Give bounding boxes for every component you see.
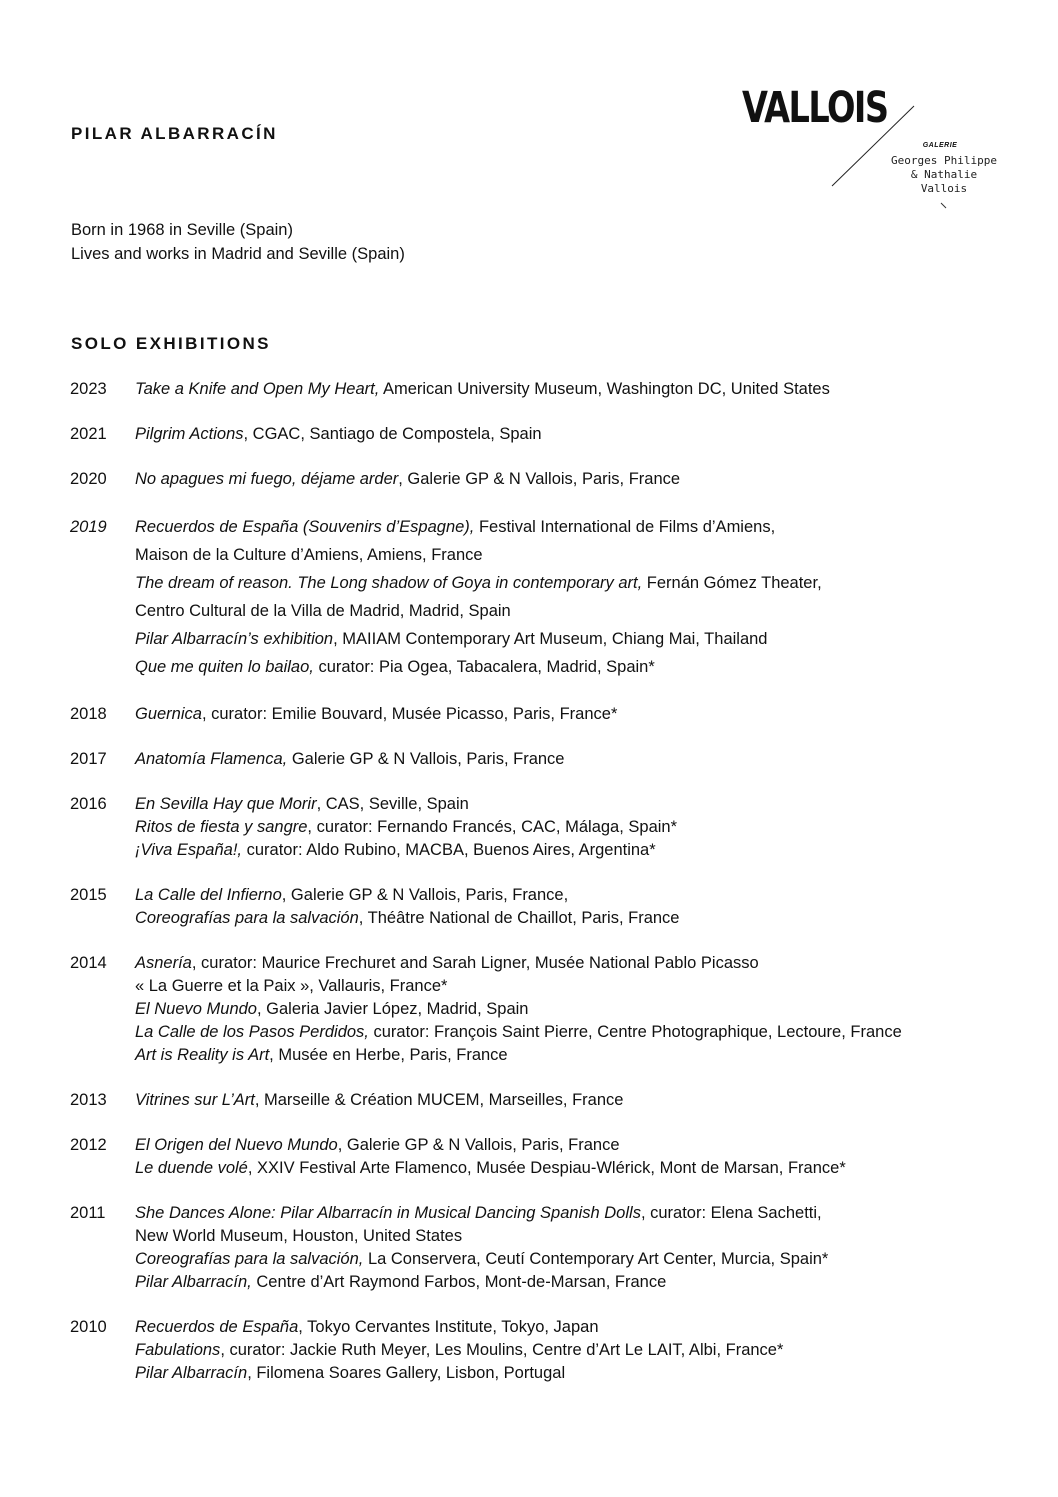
exhibition-year: 2010 <box>70 1318 107 1336</box>
exhibition-entry <box>135 907 1030 930</box>
exhibition-entries <box>135 793 1030 862</box>
exhibition-details: , curator: Maurice Frechuret and Sarah Ligner, Musée National Pablo Picasso <box>191 954 759 972</box>
year-group <box>70 1089 1030 1112</box>
exhibition-entries <box>135 423 1030 446</box>
year-group <box>70 468 1030 491</box>
exhibition-details: , Galerie GP & N Vallois, Paris, France, <box>281 886 569 904</box>
exhibition-entries <box>135 952 1030 1067</box>
exhibition-details: , Musée en Herbe, Paris, France <box>269 1046 508 1064</box>
exhibition-title: Take a Knife and Open My Heart, <box>135 380 380 398</box>
exhibition-details-continued: « La Guerre et la Paix », Vallauris, France* <box>135 977 448 995</box>
section-title-solo-exhibitions: SOLO EXHIBITIONS <box>71 334 271 353</box>
exhibition-entries <box>135 513 1030 681</box>
year-group <box>70 513 1030 681</box>
exhibition-year: 2023 <box>70 380 107 398</box>
exhibition-title: El Nuevo Mundo <box>135 1000 257 1018</box>
exhibition-entries <box>135 703 1030 726</box>
exhibition-year: 2018 <box>70 705 107 723</box>
exhibition-details: , MAIIAM Contemporary Art Museum, Chiang Mai, Thailand <box>333 630 768 648</box>
exhibition-year: 2020 <box>70 470 107 488</box>
exhibition-title: Recuerdos de España <box>135 1318 299 1336</box>
exhibition-title: La Calle de los Pasos Perdidos, <box>135 1023 369 1041</box>
exhibition-title: Fabulations <box>135 1341 221 1359</box>
exhibition-entry <box>135 468 1030 491</box>
gallery-logo <box>742 84 1022 224</box>
bio-born: Born in 1968 in Seville (Spain) <box>71 221 293 239</box>
artist-bio <box>71 218 405 266</box>
exhibition-details: , Galerie GP & N Vallois, Paris, France <box>337 1136 620 1154</box>
exhibition-entry <box>135 1339 1030 1362</box>
exhibition-entry <box>135 1316 1030 1339</box>
exhibition-entry <box>135 1271 1030 1294</box>
exhibition-title: Vitrines sur L’Art <box>135 1091 255 1109</box>
exhibition-entry <box>135 569 1030 597</box>
year-group <box>70 884 1030 930</box>
exhibition-entry <box>135 1089 1030 1112</box>
exhibition-details: , curator: Jackie Ruth Meyer, Les Moulins, Centre d’Art Le LAIT, Albi, France* <box>220 1341 784 1359</box>
exhibition-details: , curator: Elena Sachetti, <box>640 1204 822 1222</box>
exhibition-year: 2016 <box>70 795 107 813</box>
logo-tick-mark <box>940 202 948 210</box>
logo-galerie-label: GALERIE <box>922 142 958 149</box>
exhibition-entry <box>135 839 1030 862</box>
exhibition-entries <box>135 1089 1030 1112</box>
exhibition-title: She Dances Alone: Pilar Albarracín in Musical Dancing Spanish Dolls <box>135 1204 641 1222</box>
logo-wordmark: VALLOIS <box>742 83 888 133</box>
exhibition-title: Guernica <box>135 705 202 723</box>
exhibition-title: En Sevilla Hay que Morir <box>135 795 317 813</box>
exhibition-entry <box>135 423 1030 446</box>
exhibition-title: Asnería <box>135 954 192 972</box>
exhibition-title: Le duende volé <box>135 1159 248 1177</box>
exhibition-title: The dream of reason. The Long shadow of Goya in contemporary art, <box>135 574 643 592</box>
exhibition-year: 2019 <box>70 518 107 536</box>
exhibition-title: Art is Reality is Art <box>135 1046 270 1064</box>
exhibition-details: curator: Pia Ogea, Tabacalera, Madrid, Spain* <box>313 658 655 676</box>
exhibition-entries <box>135 1202 1030 1294</box>
exhibition-entries <box>135 748 1030 771</box>
exhibition-details: , curator: Fernando Francés, CAC, Málaga, Spain* <box>307 818 678 836</box>
exhibition-details-continued: Maison de la Culture d’Amiens, Amiens, France <box>135 546 483 564</box>
exhibition-details: , Galerie GP & N Vallois, Paris, France <box>398 470 681 488</box>
exhibition-year: 2017 <box>70 750 107 768</box>
year-group <box>70 703 1030 726</box>
exhibition-entry <box>135 1248 1030 1271</box>
exhibition-details: La Conservera, Ceutí Contemporary Art Center, Murcia, Spain* <box>363 1250 829 1268</box>
exhibition-year: 2013 <box>70 1091 107 1109</box>
exhibition-entry <box>135 1134 1030 1157</box>
exhibition-details: , CAS, Seville, Spain <box>316 795 469 813</box>
exhibition-title: Pilar Albarracín’s exhibition <box>135 630 334 648</box>
exhibition-entry <box>135 793 1030 816</box>
exhibition-title: Que me quiten lo bailao, <box>135 658 314 676</box>
exhibition-title: Pilar Albarracín, <box>135 1273 252 1291</box>
exhibition-entry <box>135 1202 1030 1225</box>
exhibition-entry <box>135 748 1030 771</box>
exhibition-details: curator: François Saint Pierre, Centre Photographique, Lectoure, France <box>368 1023 902 1041</box>
exhibition-details: Centre d’Art Raymond Farbos, Mont-de-Marsan, France <box>251 1273 667 1291</box>
exhibition-title: Ritos de fiesta y sangre <box>135 818 308 836</box>
exhibition-entry <box>135 1362 1030 1385</box>
exhibition-details: , Marseille & Création MUCEM, Marseilles, France <box>254 1091 624 1109</box>
exhibition-entry <box>135 1044 1030 1067</box>
exhibition-entries <box>135 378 1030 401</box>
bio-lives: Lives and works in Madrid and Seville (Spain) <box>71 245 405 263</box>
exhibition-title: ¡Viva España!, <box>135 841 243 859</box>
exhibition-entries <box>135 1134 1030 1180</box>
exhibition-year: 2015 <box>70 886 107 904</box>
logo-owners-text: Georges Philippe & Nathalie Vallois <box>891 154 997 195</box>
exhibition-details-continued: Centro Cultural de la Villa de Madrid, Madrid, Spain <box>135 602 511 620</box>
exhibition-year: 2014 <box>70 954 107 972</box>
exhibition-entries <box>135 468 1030 491</box>
exhibition-details: , Filomena Soares Gallery, Lisbon, Portugal <box>247 1364 566 1382</box>
exhibition-entry <box>135 378 1030 401</box>
exhibition-details: curator: Aldo Rubino, MACBA, Buenos Aires, Argentina* <box>242 841 656 859</box>
exhibition-year: 2021 <box>70 425 107 443</box>
exhibition-title: Recuerdos de España (Souvenirs d’Espagne), <box>135 518 475 536</box>
year-group <box>70 378 1030 401</box>
exhibition-entry <box>135 998 1030 1021</box>
exhibition-details: Fernán Gómez Theater, <box>642 574 822 592</box>
exhibition-details: American University Museum, Washington DC, United States <box>379 380 830 398</box>
exhibition-entry <box>135 1157 1030 1180</box>
year-group <box>70 793 1030 862</box>
exhibition-entry <box>135 952 1030 975</box>
exhibition-details: , XXIV Festival Arte Flamenco, Musée Despiau-Wlérick, Mont de Marsan, France* <box>247 1159 846 1177</box>
exhibition-entry <box>135 625 1030 653</box>
exhibition-entry <box>135 653 1030 681</box>
exhibition-title: Pilar Albarracín <box>135 1364 248 1382</box>
exhibition-title: Pilgrim Actions <box>135 425 244 443</box>
exhibition-entry <box>135 884 1030 907</box>
exhibition-entry <box>135 816 1030 839</box>
exhibition-entry <box>135 1021 1030 1044</box>
exhibition-year: 2012 <box>70 1136 107 1154</box>
exhibition-details: Festival International de Films d’Amiens, <box>474 518 776 536</box>
exhibition-title: La Calle del Infierno <box>135 886 282 904</box>
exhibition-details: , CGAC, Santiago de Compostela, Spain <box>243 425 542 443</box>
exhibition-title: El Origen del Nuevo Mundo <box>135 1136 338 1154</box>
year-group <box>70 423 1030 446</box>
exhibition-title: Anatomía Flamenca, <box>135 750 288 768</box>
year-group <box>70 1202 1030 1294</box>
artist-name: PILAR ALBARRACÍN <box>71 124 278 143</box>
exhibition-entries <box>135 884 1030 930</box>
exhibition-title: Coreografías para la salvación, <box>135 1250 364 1268</box>
exhibition-details-continued: New World Museum, Houston, United States <box>135 1227 463 1245</box>
exhibition-details: , Tokyo Cervantes Institute, Tokyo, Japan <box>298 1318 599 1336</box>
exhibition-details: , Galeria Javier López, Madrid, Spain <box>257 1000 529 1018</box>
exhibitions-list <box>70 378 1030 1407</box>
exhibition-title: Coreografías para la salvación <box>135 909 359 927</box>
exhibition-details: , Théâtre National de Chaillot, Paris, France <box>358 909 680 927</box>
exhibition-year: 2011 <box>70 1204 106 1222</box>
exhibition-entries <box>135 1316 1030 1385</box>
exhibition-title: No apagues mi fuego, déjame arder <box>135 470 399 488</box>
year-group <box>70 748 1030 771</box>
year-group <box>70 952 1030 1067</box>
year-group <box>70 1134 1030 1180</box>
exhibition-entry <box>135 703 1030 726</box>
exhibition-details: Galerie GP & N Vallois, Paris, France <box>287 750 565 768</box>
exhibition-details: , curator: Emilie Bouvard, Musée Picasso, Paris, France* <box>201 705 618 723</box>
year-group <box>70 1316 1030 1385</box>
exhibition-entry <box>135 513 1030 541</box>
